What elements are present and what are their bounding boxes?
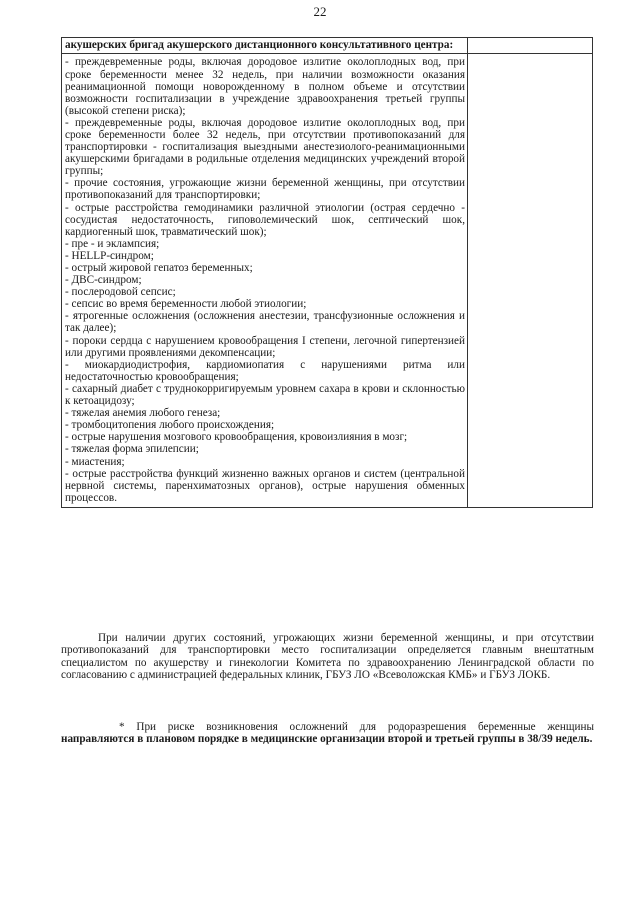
conditions-list-cell	[62, 54, 468, 507]
list-item: - пре - и эклампсия;	[65, 237, 160, 250]
list-item: - тяжелая форма эпилепсии;	[65, 443, 199, 456]
paragraph-planned-referral	[61, 721, 594, 746]
hospitalization-table	[61, 37, 593, 508]
list-item: - острые расстройства гемодинамики различной этиологии (острая сердечно - сосудистая недостаточность, гиповолемический шок, септический шок, кардиогенный шок, травматический шок);	[65, 201, 465, 238]
list-item: - сахарный диабет с труднокорригируемым уровнем сахара в крови и склонностью к кетоацидозу;	[65, 382, 465, 408]
table-body-empty-cell	[468, 54, 593, 507]
list-item: - тромбоцитопения любого происхождения;	[65, 419, 275, 432]
paragraph-planned-referral-plain: * При риске возникновения осложнений для родоразрешения беременные женщины	[119, 721, 594, 733]
page-number: 22	[313, 4, 327, 19]
list-item: - острый жировой гепатоз беременных;	[65, 262, 253, 274]
list-item: - сепсис во время беременности любой этиологии;	[65, 298, 307, 311]
list-item: - острые расстройства функций жизненно важных органов и систем (центральной нервной системы, паренхиматозных органов), острые нарушения обменных процессов.	[65, 467, 465, 504]
list-item: - преждевременные роды, включая дородовое излитие околоплодных вод, при сроке беременности более 32 недель, при отсутствии противопоказаний для транспортировки - госпитализация выездными анестезиолого-реанимационными акушерскими бригадами в родильные отделения медицинских учреждений второй группы;	[65, 116, 465, 178]
list-item: - миокардиодистрофия, кардиомиопатия с нарушениями ритма или недостаточностью кровообращения;	[65, 358, 465, 383]
list-item: - острые нарушения мозгового кровообращения, кровоизлияния в мозг;	[65, 431, 408, 444]
list-item: - ятрогенные осложнения (осложнения анестезии, трансфузионные осложнения и так далее);	[65, 310, 465, 335]
paragraph-other-conditions: При наличии других состояний, угрожающих жизни беременной женщины, и при отсутствии противопоказаний для транспортировки место госпитализации определяется главным внештатным специалистом по акушерству и гинекологии Комитета по здравоохранению Ленинградской области по согласованию с администрацией федеральных клиник, ГБУЗ ЛО «Всеволожская КМБ» и ГБУЗ ЛОКБ.	[61, 632, 594, 681]
list-item: - послеродовой сепсис;	[65, 286, 176, 299]
table-body-row	[62, 54, 593, 507]
table-header-cell: акушерских бригад акушерского дистанционного консультативного центра:	[62, 38, 468, 54]
paragraph-planned-referral-bold: направляются в плановом порядке в медицинские организации второй и третьей группы в 38/39 недель.	[61, 733, 593, 746]
list-item: - пороки сердца с нарушением кровообращения I степени, легочной гипертензией или другими проявлениями декомпенсации;	[65, 334, 465, 359]
list-item: - HELLP-синдром;	[65, 249, 154, 262]
list-item: - преждевременные роды, включая дородовое излитие околоплодных вод, при сроке беременности менее 32 недель, при наличии возможности оказания реанимационной помощи новорожденному в полном объеме и отсутствии возможности госпитализации в учреждение здравоохранения третьей группы (высокой степени риска);	[65, 56, 465, 117]
list-item: - ДВС-синдром;	[65, 274, 142, 287]
list-item: - прочие состояния, угрожающие жизни беременной женщины, при отсутствии противопоказаний для транспортировки;	[65, 177, 465, 202]
list-item: - миастения;	[65, 455, 125, 468]
table-header-row	[62, 38, 593, 54]
list-item: - тяжелая анемия любого генеза;	[65, 407, 221, 420]
conditions-list	[65, 56, 465, 503]
table-header-empty-cell	[468, 38, 593, 54]
